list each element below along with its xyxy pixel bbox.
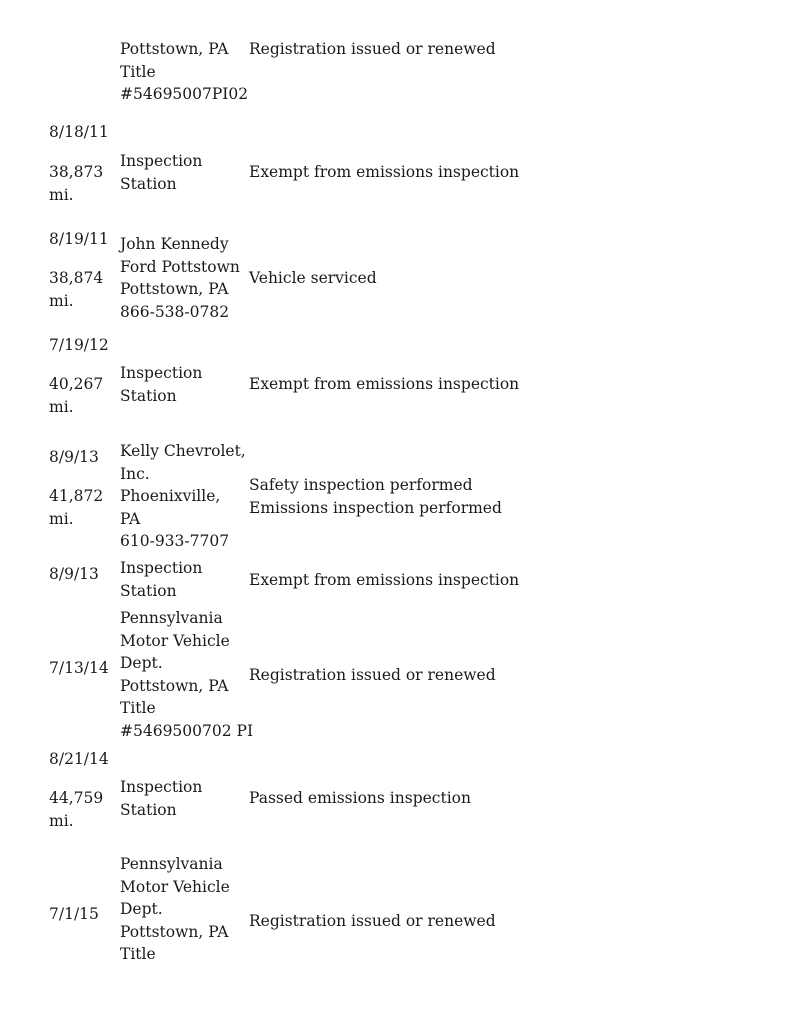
source-line: Inspection bbox=[120, 364, 203, 382]
record-mileage: 38,874 mi. bbox=[49, 269, 104, 310]
record-source bbox=[120, 38, 248, 106]
source-line: Pottstown, PA bbox=[120, 922, 229, 941]
source-line: Dept. bbox=[120, 654, 163, 672]
source-line: Title bbox=[120, 945, 156, 963]
record-date: 7/19/12 bbox=[49, 336, 109, 354]
source-line: PA bbox=[120, 509, 141, 528]
record-date: 8/19/11 bbox=[49, 230, 109, 248]
record-source bbox=[120, 362, 248, 407]
source-line: Kelly Chevrolet, bbox=[120, 442, 246, 460]
record-date: 8/18/11 bbox=[49, 123, 109, 141]
record-date: 8/9/13 bbox=[49, 565, 99, 583]
detail-line: Exempt from emissions inspection bbox=[249, 571, 520, 589]
detail-line: Exempt from emissions inspection bbox=[249, 163, 520, 181]
source-line: Pottstown, PA bbox=[120, 676, 229, 695]
record-details bbox=[249, 569, 769, 592]
source-line: Phoenixville, bbox=[120, 487, 221, 505]
source-line: Dept. bbox=[120, 900, 163, 918]
record-details bbox=[249, 267, 769, 290]
source-line: Inspection bbox=[120, 152, 203, 170]
record-source bbox=[120, 776, 248, 821]
record-details bbox=[249, 910, 769, 933]
record-source bbox=[120, 853, 248, 966]
record-source bbox=[120, 150, 248, 195]
record-mileage: 38,873 mi. bbox=[49, 163, 104, 204]
detail-line: Vehicle serviced bbox=[249, 269, 377, 287]
source-line: Title bbox=[120, 699, 156, 717]
record-details bbox=[249, 664, 769, 687]
source-line: Pottstown, PA bbox=[120, 40, 229, 58]
detail-line: Exempt from emissions inspection bbox=[249, 375, 520, 393]
record-source bbox=[120, 607, 254, 742]
record-date: 7/13/14 bbox=[49, 659, 109, 677]
record-mileage: 40,267 mi. bbox=[49, 375, 104, 416]
source-line: Ford Pottstown bbox=[120, 257, 240, 276]
record-source bbox=[120, 440, 248, 553]
source-line: Pottstown, PA bbox=[120, 280, 229, 298]
source-line: Station bbox=[120, 800, 177, 819]
source-line: Station bbox=[120, 386, 177, 405]
record-date: 8/9/13 bbox=[49, 448, 99, 466]
source-line: Pennsylvania bbox=[120, 855, 223, 873]
detail-line: Passed emissions inspection bbox=[249, 789, 471, 807]
detail-line: Registration issued or renewed bbox=[249, 40, 496, 58]
source-line: John Kennedy bbox=[120, 235, 229, 253]
detail-line: Emissions inspection performed bbox=[249, 498, 502, 517]
record-date: 7/1/15 bbox=[49, 905, 99, 923]
source-line: Station bbox=[120, 581, 177, 600]
record-mileage: 44,759 mi. bbox=[49, 789, 104, 830]
source-line: #5469500702 PI bbox=[120, 721, 254, 740]
record-date: 8/21/14 bbox=[49, 750, 109, 768]
source-line: Inspection bbox=[120, 559, 203, 577]
detail-line: Registration issued or renewed bbox=[249, 666, 496, 684]
record-source bbox=[120, 233, 248, 323]
source-line: Title bbox=[120, 62, 156, 81]
record-details bbox=[249, 38, 769, 61]
record-source bbox=[120, 557, 248, 602]
detail-line: Registration issued or renewed bbox=[249, 912, 496, 930]
record-details bbox=[249, 474, 769, 519]
detail-line: Safety inspection performed bbox=[249, 476, 473, 494]
source-line: 866-538-0782 bbox=[120, 302, 230, 321]
source-line: Pennsylvania bbox=[120, 609, 223, 627]
source-line: #54695007PI02 bbox=[120, 85, 249, 103]
source-line: Inc. bbox=[120, 464, 150, 483]
source-line: Motor Vehicle bbox=[120, 631, 230, 650]
record-mileage: 41,872 mi. bbox=[49, 487, 104, 528]
source-line: Station bbox=[120, 174, 177, 193]
record-details bbox=[249, 787, 769, 810]
record-details bbox=[249, 161, 769, 184]
record-details bbox=[249, 373, 769, 396]
source-line: 610-933-7707 bbox=[120, 532, 230, 550]
source-line: Motor Vehicle bbox=[120, 877, 230, 896]
source-line: Inspection bbox=[120, 778, 203, 796]
